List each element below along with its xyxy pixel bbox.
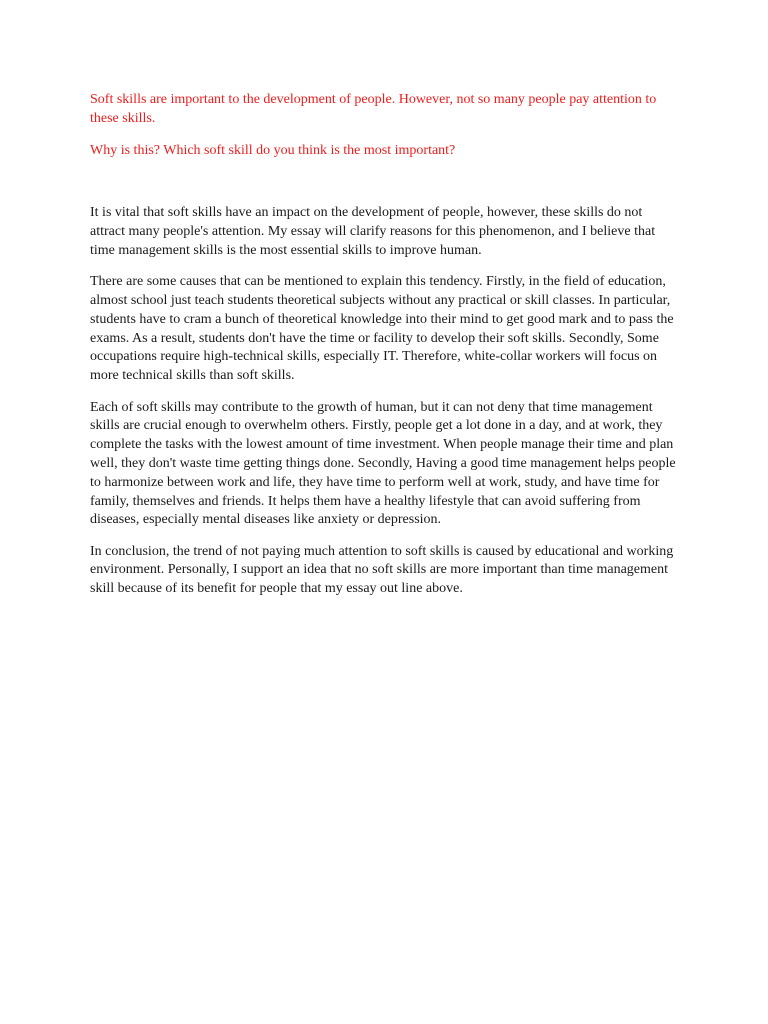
essay-text	[90, 204, 680, 599]
essay-paragraph-causes: There are some causes that can be mentioned to explain this tendency. Firstly, in the field of education, almost school just teach students theoretical subjects without any practical or skill classes. In particular, students have to cram a bunch of theoretical knowledge into their mind to get good mark and to pass the exams. As a result, students don't have the time or facility to develop their soft skills. Secondly, Some occupations require high-technical skills, especially IT. Therefore, white-collar workers will focus on more technical skills than soft skills.	[90, 274, 674, 384]
document-body	[90, 91, 680, 612]
essay-paragraph-introduction: It is vital that soft skills have an impact on the development of people, however, these skills do not attract many people's attention. My essay will clarify reasons for this phenomenon, and I believe that time management skills is the most essential skills to improve human.	[90, 205, 656, 258]
prompt-statement: Soft skills are important to the development of people. However, not so many people pay attention to these skills.	[90, 92, 657, 126]
essay-paragraph-time-management: Each of soft skills may contribute to the growth of human, but it can not deny that time management skills are crucial enough to overwhelm others. Firstly, people get a lot done in a day, and at work, they complete the tasks with the lowest amount of time investment. When people manage their time and plan well, they don't waste time getting things done. Secondly, Having a good time management helps people to harmonize between work and life, they have time to perform well at work, study, and have time for family, themselves and friends. It helps them have a healthy lifestyle that can avoid suffering from diseases, especially mental diseases like anxiety or depression.	[90, 399, 676, 528]
essay-paragraph-conclusion: In conclusion, the trend of not paying much attention to soft skills is caused by educational and working environment. Personally, I support an idea that no soft skills are more important than time management skill because of its benefit for people that my essay out line above.	[90, 543, 674, 597]
prompt-question: Why is this? Which soft skill do you think is the most important?	[90, 142, 456, 158]
essay-prompt	[90, 91, 680, 160]
